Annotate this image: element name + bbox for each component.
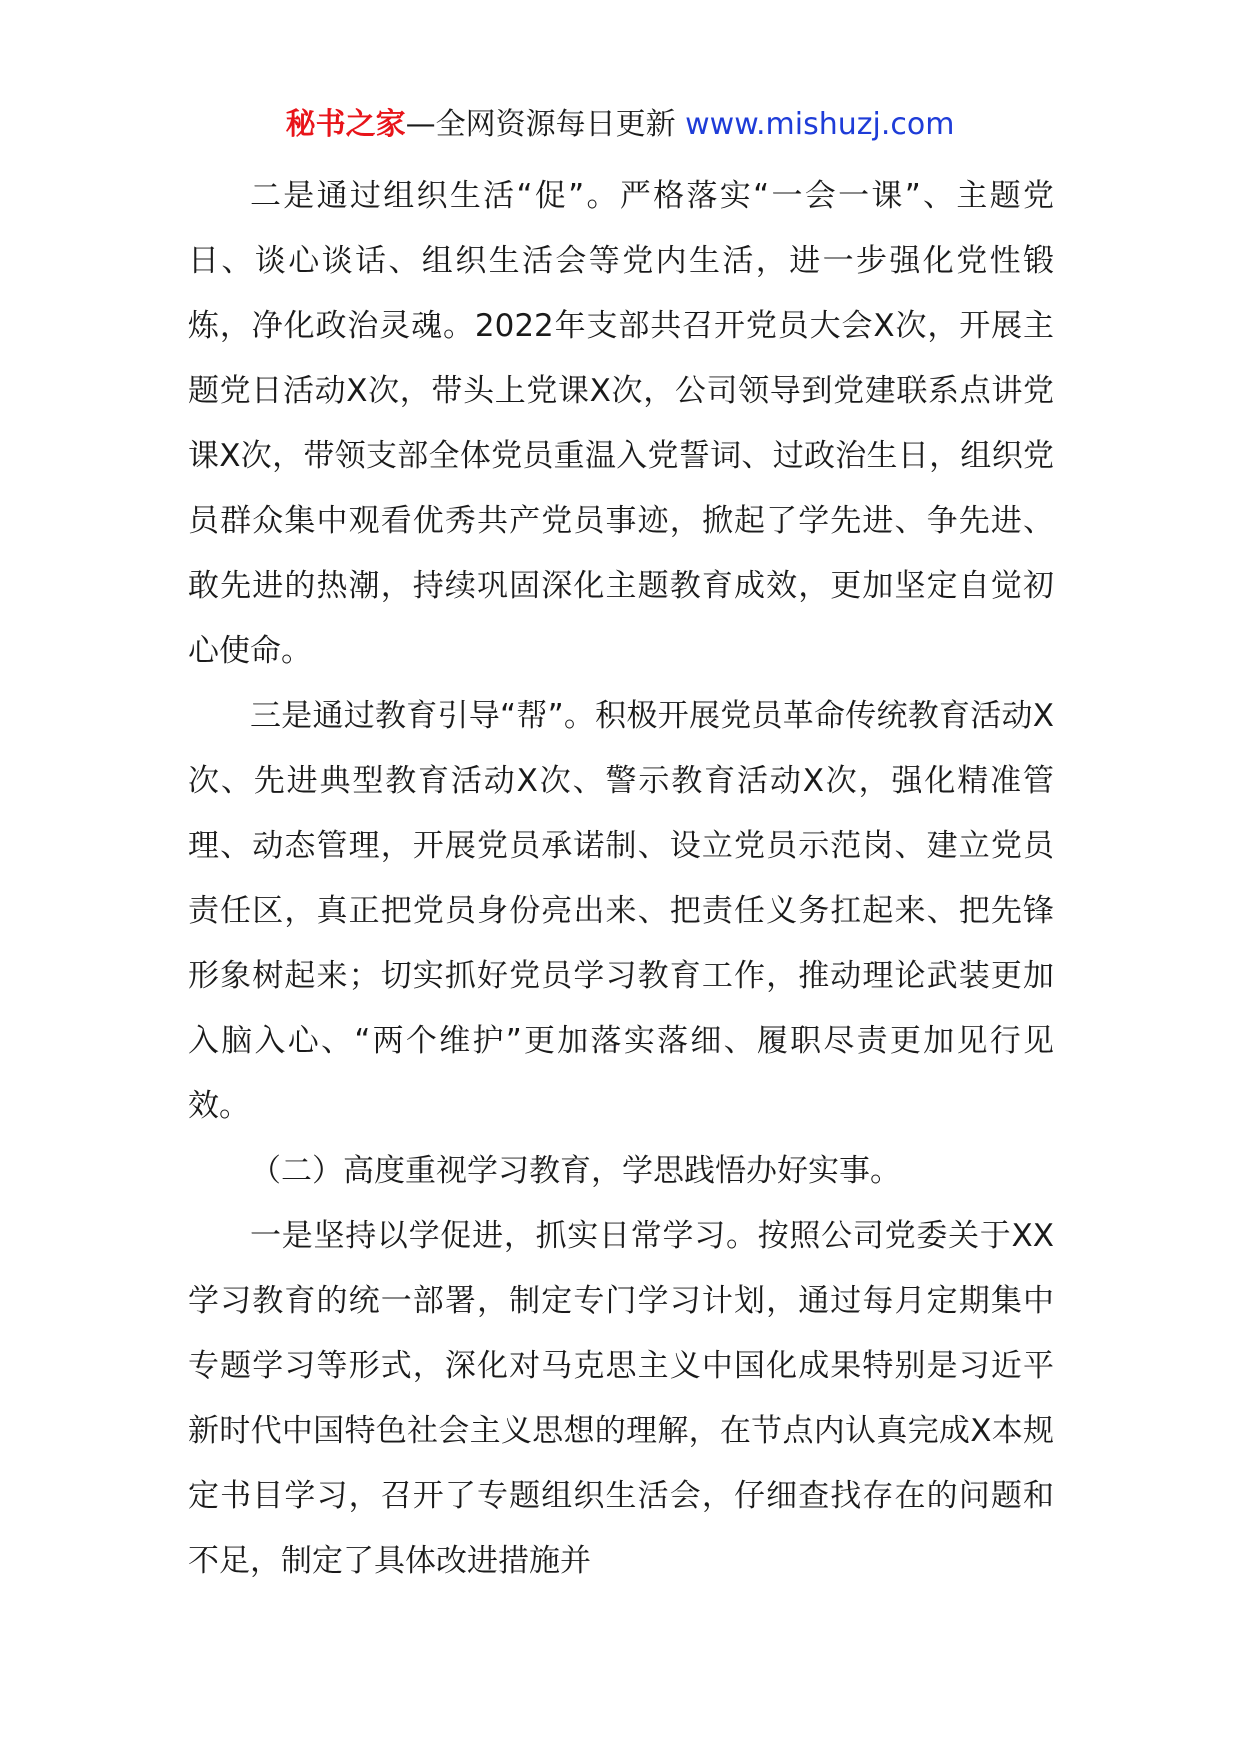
paragraph-daily-study: 一是坚持以学促进，抓实日常学习。按照公司党委关于XX学习教育的统一部署，制定专门学习计划，通过每月定期集中专题学习等形式，深化对马克思主义中国化成果特别是习近平新时代中国特色社会主义思想的理解，在节点内认真完成X本规定书目学习，召开了专题组织生活会，仔细查找存在的问题和不足，制定了具体改进措施并 [188,1218,1054,1579]
paragraph-education-guidance: 三是通过教育引导“帮”。积极开展党员革命传统教育活动X次、先进典型教育活动X次、警示教育活动X次，强化精准管理、动态管理，开展党员承诺制、设立党员示范岗、建立党员责任区，真正把党员身份亮出来、把责任义务扛起来、把先锋形象树起来；切实抓好党员学习教育工作，推动理论武装更加入脑入心、“两个维护”更加落实落细、履职尽责更加见行见效。 [188,698,1054,1124]
site-header [0,100,1240,150]
site-tagline: —全网资源每日更新 [405,107,686,142]
paragraph-organization-life: 二是通过组织生活“促”。严格落实“一会一课”、主题党日、谈心谈话、组织生活会等党内生活，进一步强化党性锻炼，净化政治灵魂。2022年支部共召开党员大会X次，开展主题党日活动X次，带头上党课X次，公司领导到党建联系点讲党课X次，带领支部全体党员重温入党誓词、过政治生日，组织党员群众集中观看优秀共产党员事迹，掀起了学先进、争先进、敢先进的热潮，持续巩固深化主题教育成效，更加坚定自觉初心使命。 [188,178,1054,669]
section-heading-study-education: （二）高度重视学习教育，学思践悟办好实事。 [250,1153,901,1189]
site-url-link[interactable]: www.mishuzj.com [685,107,955,142]
document-body [188,164,1054,1594]
site-brand: 秘书之家 [285,107,406,142]
